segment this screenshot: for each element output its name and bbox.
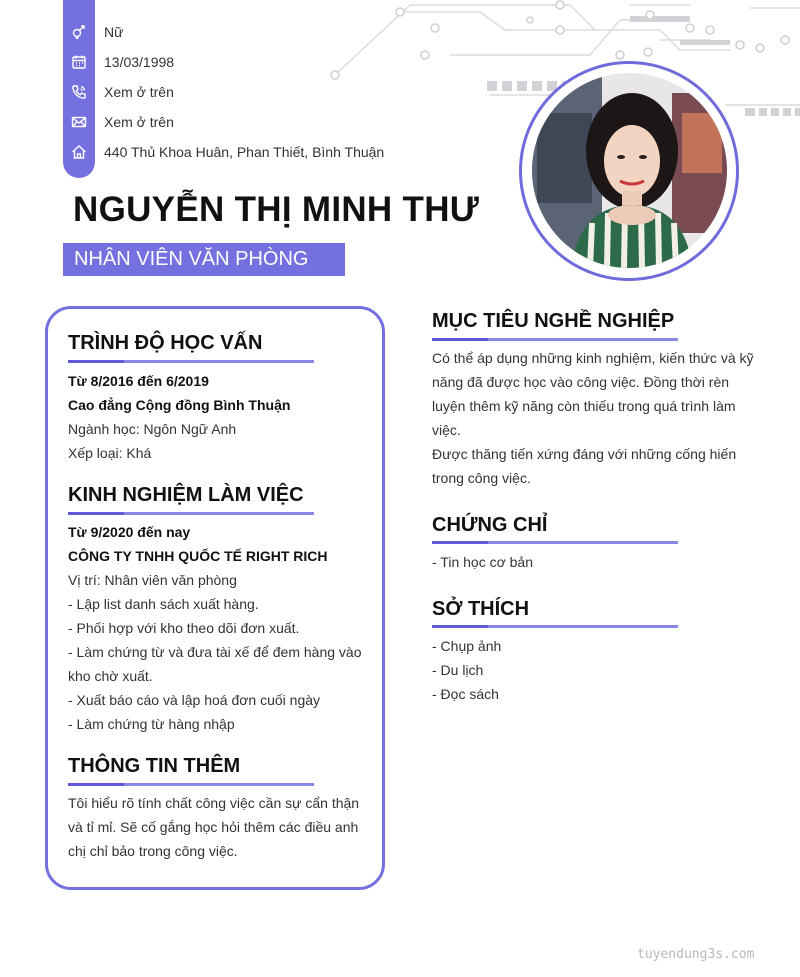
experience-divider (68, 512, 314, 515)
extra-info-line: Tôi hiểu rõ tính chất công việc cần sự cẩn thận (68, 795, 360, 811)
email-icon (63, 110, 95, 134)
address-text: 440 Thủ Khoa Huân, Phan Thiết, Bình Thuận (104, 144, 385, 160)
objective-line: trong công việc. (432, 470, 531, 486)
email-text: Xem ở trên (104, 114, 174, 130)
extra-info-line: và tỉ mỉ. Sẽ cố gắng học hỏi thêm các điều anh (68, 819, 359, 835)
experience-company: CÔNG TY TNHH QUỐC TẾ RIGHT RICH (68, 548, 328, 564)
extra-info-line: chị chỉ bảo trong công việc. (68, 843, 238, 859)
birthday-text: 13/03/1998 (104, 54, 175, 70)
education-school: Cao đẳng Cộng đồng Bình Thuận (68, 397, 291, 413)
phone-text: Xem ở trên (104, 84, 174, 100)
education-major: Ngành học: Ngôn Ngữ Anh (68, 421, 237, 437)
education-heading: TRÌNH ĐỘ HỌC VẤN (68, 332, 263, 354)
objective-divider (432, 338, 678, 341)
certificates-heading: CHỨNG CHỈ (432, 514, 548, 536)
contact-gender (63, 20, 123, 44)
experience-line: - Làm chứng từ và đưa tài xế để đem hàng vào (68, 644, 362, 660)
experience-line: - Xuất báo cáo và lập hoá đơn cuối ngày (68, 692, 321, 708)
experience-heading: KINH NGHIỆM LÀM VIỆC (68, 484, 304, 506)
education-period: Từ 8/2016 đến 6/2019 (68, 373, 209, 389)
job-position-banner: NHÂN VIÊN VĂN PHÒNG (63, 243, 345, 276)
hobbies-divider (432, 625, 678, 628)
education-grade: Xếp loại: Khá (68, 445, 152, 461)
gender-text: Nữ (104, 24, 124, 40)
home-icon (63, 140, 95, 164)
phone-icon (63, 80, 95, 104)
objective-line: luyện thêm kỹ năng còn thiếu trong quá trình làm (432, 398, 736, 414)
hobby-item: - Đọc sách (432, 686, 499, 702)
experience-line: - Phối hợp với kho theo dõi đơn xuất. (68, 620, 300, 636)
extra-info-heading: THÔNG TIN THÊM (68, 755, 241, 777)
objective-line: Được thăng tiến xứng đáng với những cống hiến (432, 446, 737, 462)
avatar (532, 73, 727, 268)
experience-line: - Lập list danh sách xuất hàng. (68, 596, 259, 612)
hobby-item: - Du lịch (432, 662, 484, 678)
site-watermark: tuyendung3s.com (637, 947, 755, 962)
objective-line: năng đã được học vào công việc. Đồng thời rèn (432, 374, 730, 390)
hobbies-heading: SỞ THÍCH (432, 598, 530, 620)
contact-address (63, 140, 384, 164)
experience-line: - Làm chứng từ hàng nhập (68, 716, 235, 732)
calendar-icon (63, 50, 95, 74)
candidate-name: NGUYỄN THỊ MINH THƯ (73, 190, 480, 229)
contact-phone (63, 80, 174, 104)
objective-line: việc. (432, 422, 461, 438)
hobby-item: - Chụp ảnh (432, 638, 502, 654)
certificate-item: - Tin học cơ bản (432, 554, 534, 570)
experience-line: kho chờ xuất. (68, 668, 153, 684)
extra-info-divider (68, 783, 314, 786)
gender-icon (63, 20, 95, 44)
contact-email (63, 110, 174, 134)
experience-period: Từ 9/2020 đến nay (68, 524, 191, 540)
education-divider (68, 360, 314, 363)
objective-heading: MỤC TIÊU NGHỀ NGHIỆP (432, 310, 675, 332)
objective-line: Có thể áp dụng những kinh nghiệm, kiến thức và kỹ (432, 350, 754, 366)
certificates-divider (432, 541, 678, 544)
experience-line: Vị trí: Nhân viên văn phòng (68, 572, 237, 588)
contact-birthday (63, 50, 174, 74)
